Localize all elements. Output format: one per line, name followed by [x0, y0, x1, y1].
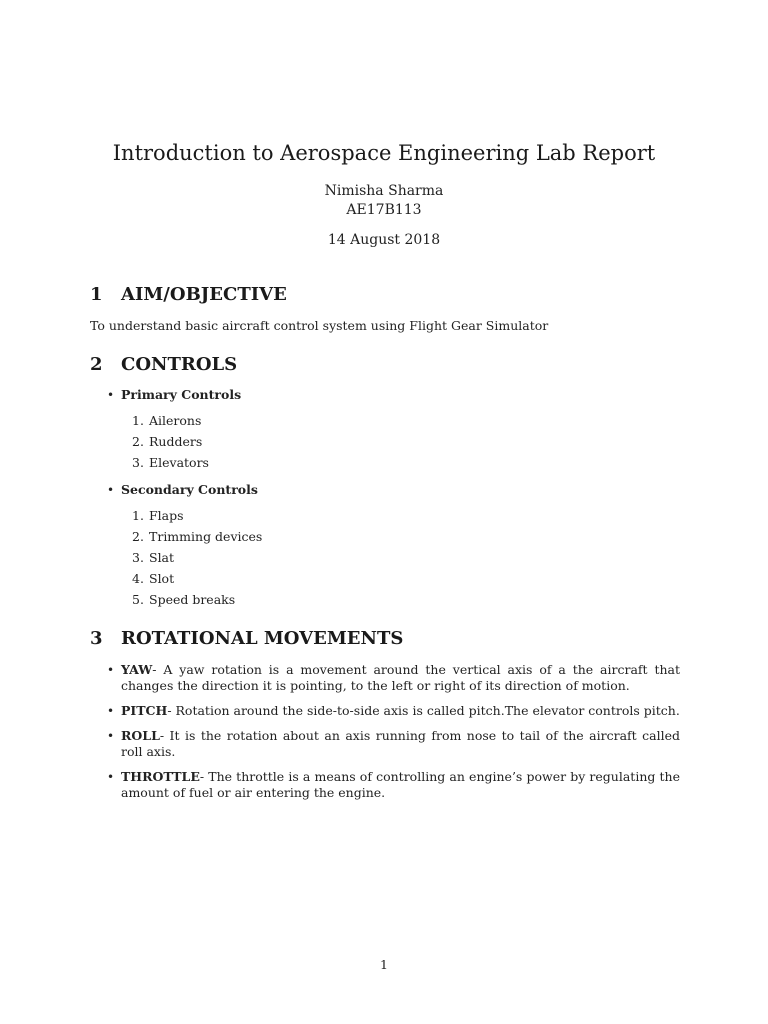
item-text: Slot [149, 571, 175, 586]
term-description: - The throttle is a means of controlling an engine’s power by regulating the amount of fuel or air entering the engine. [121, 769, 680, 800]
document-date: 14 August 2018 [327, 232, 441, 248]
secondary-controls-list [90, 482, 680, 613]
term-description: - A yaw rotation is a movement around the vertical axis of a the aircraft that changes the direction it is pointing, to the left or right of its direction of motion. [121, 662, 680, 693]
list-item [121, 413, 680, 434]
section-number: 3 [90, 628, 103, 649]
section-heading-aim [90, 283, 287, 307]
primary-controls-list [90, 387, 680, 476]
term-description: - It is the rotation about an axis running from nose to tail of the aircraft called roll axis. [121, 728, 680, 759]
item-number: 4. [132, 571, 144, 586]
group-label: Primary Controls [121, 387, 242, 402]
bullet-marker: • [107, 704, 115, 718]
author-block [0, 182, 768, 220]
item-number: 3. [132, 455, 144, 470]
group-label: Secondary Controls [121, 482, 258, 497]
item-text: Elevators [149, 455, 209, 470]
item-number: 1. [132, 508, 144, 523]
term-description: - Rotation around the side-to-side axis is called pitch.The elevator controls pitch. [167, 703, 680, 718]
item-text: Slat [149, 550, 175, 565]
list-item-yaw [90, 662, 680, 694]
bullet-marker: • [107, 729, 115, 743]
section-number: 1 [90, 284, 103, 305]
author-name: Nimisha Sharma [324, 183, 444, 199]
primary-controls-sublist [121, 413, 680, 476]
section-number: 2 [90, 354, 103, 375]
item-text: Speed breaks [149, 592, 236, 607]
item-number: 2. [132, 434, 144, 449]
term-label: ROLL [121, 728, 160, 743]
list-item [90, 482, 680, 613]
section-title: CONTROLS [121, 354, 238, 375]
item-text: Rudders [149, 434, 203, 449]
list-item-throttle [90, 769, 680, 801]
section-heading-rotational-movements [90, 627, 403, 651]
item-number: 1. [132, 413, 144, 428]
document-title: Introduction to Aerospace Engineering Lab Report [112, 141, 656, 165]
bullet-marker: • [107, 483, 115, 497]
secondary-controls-sublist [121, 508, 680, 613]
list-item-roll [90, 728, 680, 760]
item-text: Ailerons [149, 413, 202, 428]
item-text: Flaps [149, 508, 184, 523]
bullet-marker: • [107, 388, 115, 402]
list-item [121, 434, 680, 455]
bullet-marker: • [107, 663, 115, 677]
list-item [121, 592, 680, 613]
list-item [121, 550, 680, 571]
list-item [121, 455, 680, 476]
term-label: PITCH [121, 703, 168, 718]
item-number: 5. [132, 592, 144, 607]
section-title: AIM/OBJECTIVE [121, 284, 287, 305]
section-title: ROTATIONAL MOVEMENTS [121, 628, 404, 649]
term-label: THROTTLE [121, 769, 200, 784]
term-label: YAW [121, 662, 153, 677]
bullet-marker: • [107, 770, 115, 784]
aim-paragraph: To understand basic aircraft control system using Flight Gear Simulator [90, 318, 549, 333]
page-number: 1 [380, 957, 388, 972]
item-number: 2. [132, 529, 144, 544]
roll-number: AE17B113 [346, 202, 422, 218]
rotational-movements-list [90, 662, 680, 801]
item-text: Trimming devices [149, 529, 263, 544]
list-item-pitch [90, 703, 680, 719]
list-item [121, 571, 680, 592]
list-item [121, 508, 680, 529]
section-heading-controls [90, 353, 237, 377]
list-item [90, 387, 680, 476]
item-number: 3. [132, 550, 144, 565]
list-item [121, 529, 680, 550]
